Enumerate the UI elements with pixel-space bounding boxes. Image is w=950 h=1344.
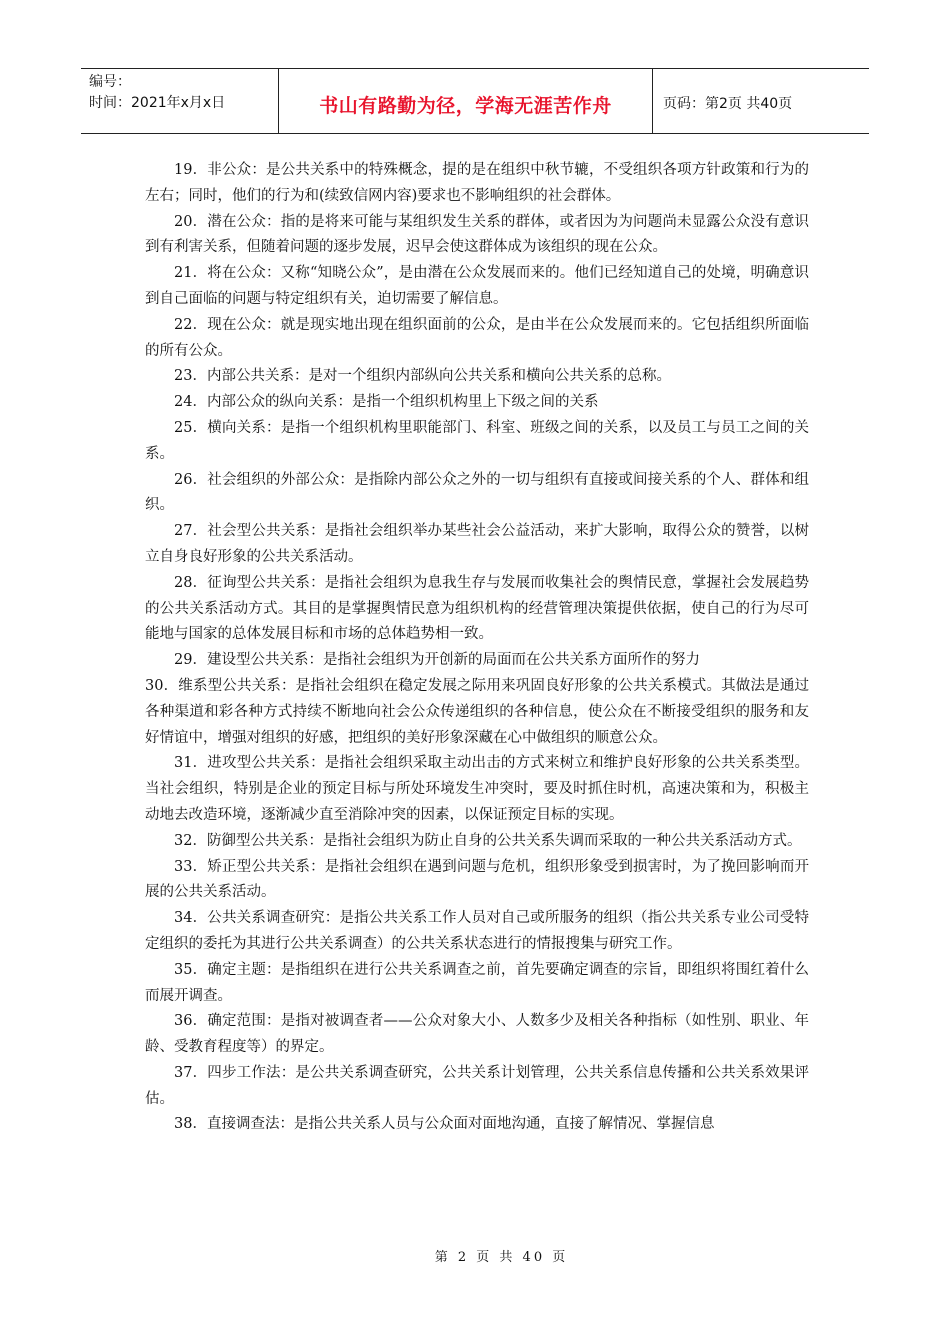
paragraph-33: 33．矫正型公共关系：是指社会组织在遇到问题与危机，组织形象受到损害时，为了挽回影响而开展的公共关系活动。 bbox=[145, 858, 809, 901]
header-meta bbox=[81, 69, 279, 133]
motto-text: 书山有路勤为径，学海无涯苦作舟 bbox=[319, 94, 612, 117]
paragraph-23: 23．内部公共关系：是对一个组织内部纵向公共关系和横向公共关系的总称。 bbox=[174, 368, 671, 385]
paragraph-34: 34．公共关系调查研究：是指公共关系工作人员对自己或所服务的组织（指公共关系专业公司受特定组织的委托为其进行公共关系调查）的公共关系状态进行的情报搜集与研究工作。 bbox=[145, 910, 809, 952]
paragraph-27: 27．社会型公共关系：是指社会组织举办某些社会公益活动，来扩大影响，取得公众的赞誉，以树立自身良好形象的公共关系活动。 bbox=[145, 523, 809, 565]
paragraph-38: 38．直接调查法：是指公共关系人员与公众面对面地沟通，直接了解情况、掌握信息 bbox=[174, 1116, 715, 1133]
paragraph-36: 36．确定范围：是指对被调查者——公众对象大小、人数多少及相关各种指标（如性别、职业、年龄、受教育程度等）的界定。 bbox=[145, 1013, 809, 1056]
page-footer: 第 2 页 共 40 页 bbox=[434, 1250, 569, 1265]
header-motto-cell bbox=[279, 69, 653, 133]
header-page-info bbox=[653, 69, 869, 133]
paragraph-31: 31．进攻型公共关系：是指社会组织采取主动出击的方式来树立和维护良好形象的公共关系类型。当社会组织，特别是企业的预定目标与所处环境发生冲突时，要及时抓住时机，高速决策和为，积极主动地去改造环境，逐渐减少直至消除冲突的因素，以保证预定目标的实现。 bbox=[145, 755, 809, 823]
paragraph-28: 28．征询型公共关系：是指社会组织为息我生存与发展而收集社会的舆情民意，掌握社会发展趋势的公共关系活动方式。其目的是掌握舆情民意为组织机构的经营管理决策提供依据，使自己的行为尽可能地与国家的总体发展目标和市场的总体趋势相一致。 bbox=[145, 574, 809, 643]
paragraph-24: 24．内部公众的纵向关系：是指一个组织机构里上下级之间的关系 bbox=[174, 394, 599, 411]
paragraph-32: 32．防御型公共关系：是指社会组织为防止自身的公共关系失调而采取的一种公共关系活动方式。 bbox=[174, 832, 802, 849]
paragraph-30: 30．维系型公共关系：是指社会组织在稳定发展之际用来巩固良好形象的公共关系模式。其做法是通过各种渠道和彩各种方式持续不断地向社会公众传递组织的各种信息，使公众在不断接受组织的服务和友好情谊中，增强对组织的好感，把组织的美好形象深藏在心中做组织的顺意公众。 bbox=[145, 677, 809, 746]
paragraph-22: 22．现在公众：就是现实地出现在组织面前的公众，是由半在公众发展而来的。它包括组织所面临的所有公众。 bbox=[145, 316, 809, 359]
document-body bbox=[145, 158, 809, 1138]
paragraph-26: 26．社会组织的外部公众：是指除内部公众之外的一切与组织有直接或间接关系的个人、群体和组织。 bbox=[145, 471, 809, 514]
paragraph-29: 29．建设型公共关系：是指社会组织为开创新的局面而在公共关系方面所作的努力 bbox=[174, 652, 700, 669]
paragraph-19: 19．非公众：是公共关系中的特殊概念，提的是在组织中秋节辘，不受组织各项方针政策和行为的左右；同时，他们的行为和(续致信网内容)要求也不影响组织的社会群体。 bbox=[145, 162, 809, 204]
paragraph-20: 20．潜在公众：指的是将来可能与某组织发生关系的群体，或者因为为问题尚未显露公众没有意识到有利害关系，但随着问题的逐步发展，迟早会使这群体成为该组织的现在公众。 bbox=[145, 213, 809, 256]
page-info-text: 页码：第2页 共40页 bbox=[663, 96, 793, 112]
time-label: 时间：2021年x月x日 bbox=[89, 95, 226, 111]
paragraph-25: 25．横向关系：是指一个组织机构里职能部门、科室、班级之间的关系，以及员工与员工之间的关系。 bbox=[145, 419, 809, 462]
page-header bbox=[81, 68, 869, 134]
paragraph-21: 21．将在公众：又称“知晓公众”，是由潜在公众发展而来的。他们已经知道自己的处境，明确意识到自己面临的问题与特定组织有关，迫切需要了解信息。 bbox=[145, 265, 809, 307]
serial-label: 编号： bbox=[89, 74, 131, 90]
paragraph-35: 35．确定主题：是指组织在进行公共关系调查之前，首先要确定调查的宗旨，即组织将围红着什么而展开调查。 bbox=[145, 961, 809, 1004]
paragraph-37: 37．四步工作法：是公共关系调查研究，公共关系计划管理，公共关系信息传播和公共关系效果评估。 bbox=[145, 1064, 809, 1107]
